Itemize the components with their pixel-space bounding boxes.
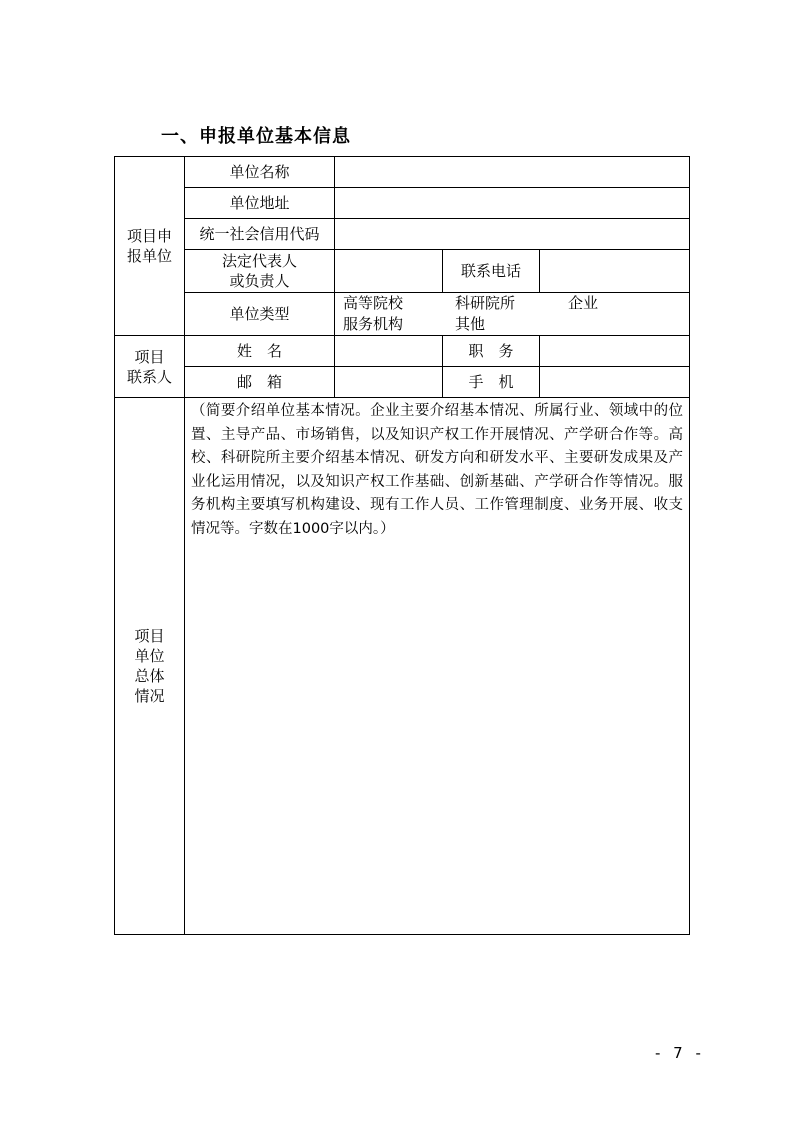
contact-name-field[interactable] [335,336,443,367]
section-heading: 一、申报单位基本信息 [161,126,351,147]
applicant-group-label: 项目申 报单位 [115,157,185,336]
unit-type-label: 单位类型 [185,293,335,336]
unit-name-label: 单位名称 [185,157,335,188]
legal-rep-field[interactable] [335,250,443,293]
contact-phone-label: 联系电话 [443,250,540,293]
credit-code-field[interactable] [335,219,690,250]
applicant-info-table [114,156,690,935]
overview-label: 项目 单位 总体 情况 [115,398,185,935]
contact-mobile-label: 手 机 [443,367,540,398]
overview-instructions: （简要介绍单位基本情况。企业主要介绍基本情况、所属行业、领域中的位置、主导产品、市场销售，以及知识产权工作开展情况、产学研合作等。高校、科研院所主要介绍基本情况、研发方向和研发水平、主要研发成果及产业化运用情况，以及知识产权工作基础、创新基础、产学研合作等情况。服务机构主要填写机构建设、现有工作人员、工作管理制度、业务开展、收支情况等。字数在1000字以内。） [191,403,684,537]
unit-type-options [335,293,690,336]
unit-name-field[interactable] [335,157,690,188]
unit-address-label: 单位地址 [185,188,335,219]
overview-field[interactable] [185,398,690,935]
unit-type-option[interactable]: 企业 [568,294,599,312]
contact-mobile-field[interactable] [540,367,690,398]
credit-code-label: 统一社会信用代码 [185,219,335,250]
unit-type-option[interactable]: 其他 [455,315,486,333]
contact-position-field[interactable] [540,336,690,367]
unit-type-option[interactable]: 科研院所 [455,294,516,312]
legal-rep-label: 法定代表人 或负责人 [185,250,335,293]
contact-group-label: 项目 联系人 [115,336,185,398]
unit-type-option[interactable]: 高等院校 [343,294,404,312]
contact-phone-field[interactable] [540,250,690,293]
unit-address-field[interactable] [335,188,690,219]
unit-type-option[interactable]: 服务机构 [343,315,404,333]
page-number: - 7 - [655,1044,705,1062]
contact-name-label: 姓 名 [185,336,335,367]
contact-email-label: 邮 箱 [185,367,335,398]
contact-email-field[interactable] [335,367,443,398]
contact-position-label: 职 务 [443,336,540,367]
